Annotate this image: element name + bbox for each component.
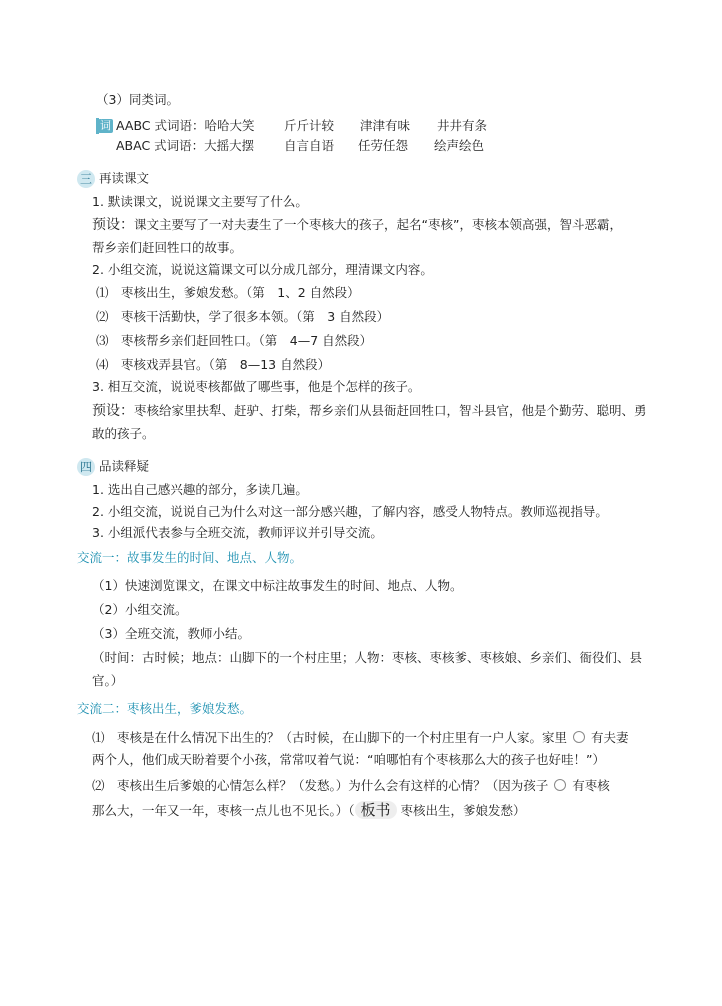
exchange-2-title: 交流二：枣核出生，爹娘发愁。: [77, 701, 253, 716]
aabc-word-3: 津津有味: [360, 118, 411, 133]
list-item: （2）小组交流。: [92, 602, 188, 617]
ci-tag: 词: [100, 119, 111, 132]
abac-word-3: 任劳任怨: [358, 138, 409, 153]
question-2: ⑵ 枣核出生后爹娘的心情怎么样？（发愁。）为什么会有这样的心情？（因为孩子 有枣核: [92, 778, 610, 793]
heading-number: 四: [77, 458, 95, 476]
heading-4: [77, 458, 149, 476]
part-item: ⑷ 枣核戏弄县官。（第 8—13 自然段）: [96, 357, 331, 372]
heading-number: 三: [77, 170, 95, 188]
preset-1: 预设：课文主要写了一对夫妻生了一个枣核大的孩子，起名“枣核”，枣核本领高强，智斗恶霸，: [92, 217, 622, 233]
abac-word-4: 绘声绘色: [434, 138, 485, 153]
part-item: ⑵ 枣核干活勤快，学了很多本领。（第 3 自然段）: [96, 309, 390, 324]
paragraph: 2. 小组交流，说说这篇课文可以分成几部分，理清课文内容。: [92, 262, 433, 277]
question-1-cont: 两个人，他们成天盼着要个小孩，常常叹着气说：“咱哪怕有个枣核那么大的孩子也好哇！”）: [92, 752, 605, 767]
part-item: ⑶ 枣核帮乡亲们赶回牲口。（第 4—7 自然段）: [96, 333, 373, 348]
paragraph: 1. 默读课文，说说课文主要写了什么。: [92, 194, 308, 209]
board-label: 板书: [355, 801, 397, 819]
subsection-3: （3）同类词。: [96, 92, 179, 107]
abac-word-2: 自言自语: [284, 138, 335, 153]
summary: （时间：古时候；地点：山脚下的一个村庄里；人物：枣核、枣核爹、枣核娘、乡亲们、衙役们、县: [92, 650, 643, 665]
person-icon: [573, 731, 585, 743]
paragraph: 2. 小组交流，说说自己为什么对这一部分感兴趣，了解内容，感受人物特点。教师巡视指导。: [92, 504, 608, 519]
summary-cont: 官。）: [92, 673, 124, 688]
heading-title: 再读课文: [99, 170, 150, 186]
paragraph: 3. 相互交流，说说枣核都做了哪些事，他是个怎样的孩子。: [92, 379, 421, 394]
exchange-1-title: 交流一：故事发生的时间、地点、人物。: [77, 550, 303, 565]
preset-1-cont: 帮乡亲们赶回牲口的故事。: [92, 240, 243, 255]
abac-row: ABAC 式词语：大摇大摆: [116, 138, 255, 153]
paragraph: 3. 小组派代表参与全班交流，教师评议并引导交流。: [92, 525, 383, 540]
aabc-word-4: 井井有条: [437, 118, 488, 133]
heading-title: 品读释疑: [99, 458, 150, 474]
preset-2: 预设：枣核给家里扶犁、赶驴、打柴，帮乡亲们从县衙赶回牲口，智斗县官，他是个勤劳、聪明、勇: [92, 403, 647, 419]
aabc-word-2: 斤斤计较: [284, 118, 335, 133]
question-1: ⑴ 枣核是在什么情况下出生的？（古时候，在山脚下的一个村庄里有一户人家。家里 有夫妻: [92, 730, 629, 745]
question-2-cont: 那么大，一年又一年，枣核一点儿也不见长。）（ 板书 枣核出生，爹娘发愁）: [92, 801, 526, 819]
paragraph: 1. 选出自己感兴趣的部分，多读几遍。: [92, 482, 308, 497]
heading-3: [77, 170, 149, 188]
person-icon: [554, 779, 566, 791]
preset-2-cont: 敢的孩子。: [92, 426, 155, 441]
part-item: ⑴ 枣核出生，爹娘发愁。（第 1、2 自然段）: [96, 285, 360, 300]
list-item: （1）快速浏览课文，在课文中标注故事发生的时间、地点、人物。: [92, 578, 463, 593]
aabc-row: AABC 式词语：哈哈大笑: [116, 118, 255, 133]
list-item: （3）全班交流，教师小结。: [92, 626, 250, 641]
